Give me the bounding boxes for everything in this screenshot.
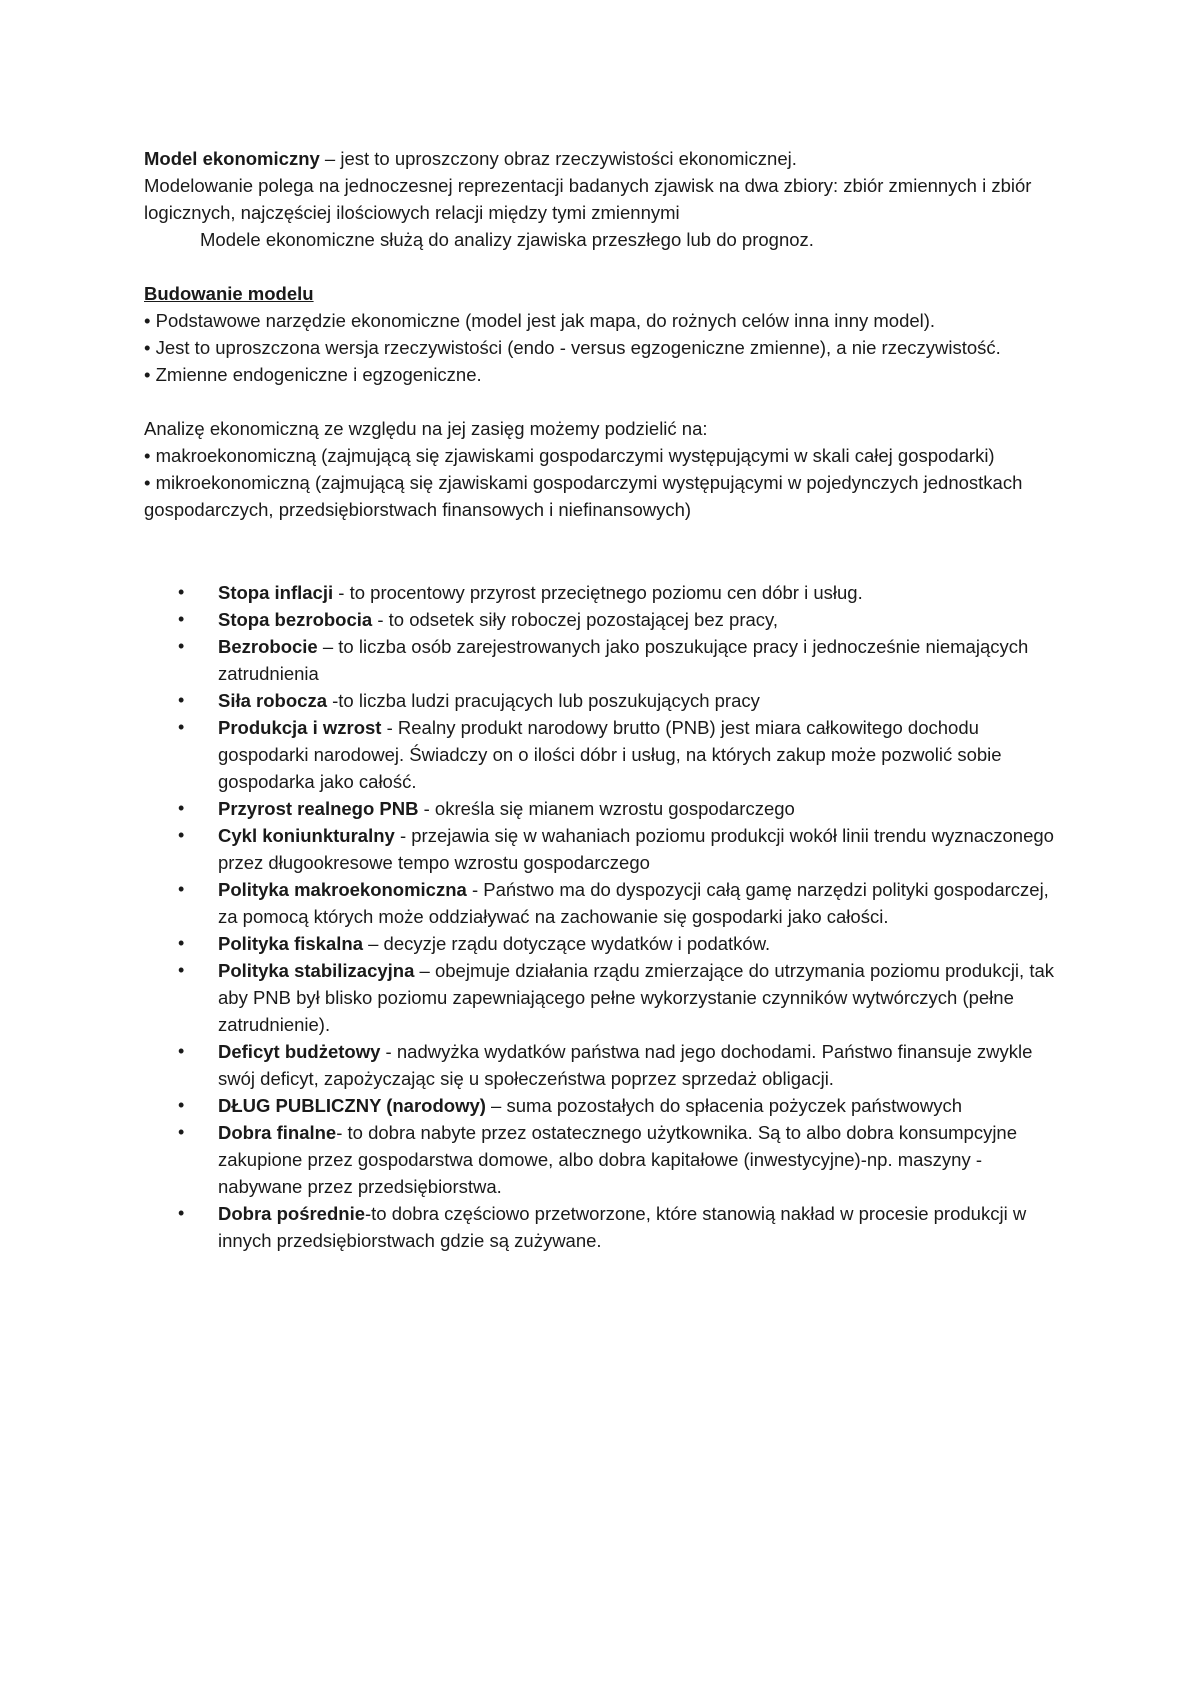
definition-item: [144, 1038, 1064, 1092]
definition-term: Deficyt budżetowy: [218, 1041, 381, 1062]
definition-item: [144, 1200, 1064, 1254]
definition-item: [144, 714, 1064, 795]
definition-item: [144, 876, 1064, 930]
definition-term: Dobra pośrednie: [218, 1203, 365, 1224]
definition-term: Bezrobocie: [218, 636, 318, 657]
definition-term: Przyrost realnego PNB: [218, 798, 419, 819]
bullet-icon: •: [178, 582, 185, 602]
definition-term: Polityka fiskalna: [218, 933, 363, 954]
bullet-icon: •: [178, 933, 185, 953]
definition-item: [144, 930, 1064, 957]
definition-item: [144, 579, 1064, 606]
definition-text: - to odsetek siły roboczej pozostającej bez pracy,: [372, 609, 779, 630]
bullet-icon: •: [178, 1122, 185, 1142]
bullet-icon: •: [178, 879, 185, 899]
definition-item: [144, 633, 1064, 687]
definition-text: - to dobra nabyte przez ostatecznego użytkownika. Są to albo dobra konsumpcyjne zakupione przez gospodarstwa domowe, albo dobra kapitałowe (inwestycyjne)-np. maszyny - nabywane przez przedsiębiorstwa.: [218, 1122, 1018, 1197]
bullet-icon: •: [178, 636, 185, 656]
document-content: [144, 145, 1064, 1254]
definition-item: [144, 687, 1064, 714]
building-item: • Podstawowe narzędzie ekonomiczne (model jest jak mapa, do rożnych celów inna inny model).: [144, 310, 936, 331]
definition-term: Stopa bezrobocia: [218, 609, 373, 630]
definition-text: - Realny produkt narodowy brutto (PNB) jest miara całkowitego dochodu gospodarki narodowej. Świadczy on o ilości dóbr i usług, na których zakup może pozwolić sobie gospodarka jako całość.: [218, 717, 1002, 792]
spacer: [144, 523, 1064, 579]
bullet-icon: •: [178, 1041, 185, 1061]
building-item: • Jest to uproszczona wersja rzeczywistości (endo - versus egzogeniczne zmienne), a nie rzeczywistość.: [144, 337, 1001, 358]
definition-term: Stopa inflacji: [218, 582, 334, 603]
intro-term: Model ekonomiczny: [144, 148, 320, 169]
bullet-icon: •: [178, 1203, 185, 1223]
bullet-icon: •: [178, 960, 185, 980]
definition-text: – decyzje rządu dotyczące wydatków i podatków.: [362, 933, 771, 954]
definition-text: - Państwo ma do dyspozycji całą gamę narzędzi polityki gospodarczej, za pomocą których może oddziaływać na zachowanie się gospodarki jako całości.: [218, 879, 1049, 927]
definition-item: [144, 1092, 1064, 1119]
spacer: [144, 388, 1064, 415]
definition-text: - nadwyżka wydatków państwa nad jego dochodami. Państwo finansuje zwykle swój deficyt, zapożyczając się u społeczeństwa poprzez sprzedaż obligacji.: [218, 1041, 1033, 1089]
bullet-icon: •: [178, 798, 185, 818]
definition-text: – to liczba osób zarejestrowanych jako poszukujące pracy i jednocześnie niemających zatrudnienia: [218, 636, 1029, 684]
intro-line-3: Modele ekonomiczne służą do analizy zjawiska przeszłego lub do prognoz.: [200, 229, 814, 250]
definition-term: Cykl koniunkturalny: [218, 825, 395, 846]
definition-term: Siła robocza: [218, 690, 327, 711]
definition-term: Dobra finalne: [218, 1122, 337, 1143]
definition-text: -to dobra częściowo przetworzone, które stanowią nakład w procesie produkcji w innych przedsiębiorstwach gdzie są zużywane.: [218, 1203, 1027, 1251]
definition-item: [144, 606, 1064, 633]
definition-term: Polityka makroekonomiczna: [218, 879, 467, 900]
definition-text: - określa się mianem wzrostu gospodarczego: [418, 798, 795, 819]
definition-text: -to liczba ludzi pracujących lub poszukujących pracy: [326, 690, 760, 711]
definition-term: Produkcja i wzrost: [218, 717, 382, 738]
definition-term: Polityka stabilizacyjna: [218, 960, 415, 981]
bullet-icon: •: [178, 717, 185, 737]
analysis-intro: Analizę ekonomiczną ze względu na jej zasięg możemy podzielić na:: [144, 418, 708, 439]
definition-text: - to procentowy przyrost przeciętnego poziomu cen dóbr i usług.: [333, 582, 863, 603]
analysis-item: • makroekonomiczną (zajmującą się zjawiskami gospodarczymi występującymi w skali całej gospodarki): [144, 445, 995, 466]
bullet-icon: •: [178, 609, 185, 629]
definition-item: [144, 822, 1064, 876]
definition-item: [144, 957, 1064, 1038]
intro-line-1: [144, 145, 1064, 172]
intro-line-2: Modelowanie polega na jednoczesnej reprezentacji badanych zjawisk na dwa zbiory: zbiór zmiennych i zbiór logicznych, najczęściej ilościowych relacji między tymi zmiennymi: [144, 175, 1032, 223]
definition-item: [144, 1119, 1064, 1200]
definition-text: – obejmuje działania rządu zmierzające do utrzymania poziomu produkcji, tak aby PNB był blisko poziomu zapewniającego pełne wykorzystanie czynników wytwórczych (pełne zatrudnienie).: [218, 960, 1055, 1035]
bullet-icon: •: [178, 1095, 185, 1115]
definition-text: – suma pozostałych do spłacenia pożyczek państwowych: [485, 1095, 963, 1116]
definitions-list: [144, 579, 1064, 1254]
bullet-icon: •: [178, 825, 185, 845]
intro-definition: – jest to uproszczony obraz rzeczywistości ekonomicznej.: [319, 148, 797, 169]
spacer: [144, 253, 1064, 280]
definition-text: - przejawia się w wahaniach poziomu produkcji wokół linii trendu wyznaczonego przez długookresowe tempo wzrostu gospodarczego: [218, 825, 1054, 873]
analysis-item: • mikroekonomiczną (zajmującą się zjawiskami gospodarczymi występującymi w pojedynczych jednostkach gospodarczych, przedsiębiorstwach finansowych i niefinansowych): [144, 472, 1023, 520]
building-item: • Zmienne endogeniczne i egzogeniczne.: [144, 364, 482, 385]
definition-item: [144, 795, 1064, 822]
bullet-icon: •: [178, 690, 185, 710]
building-heading: Budowanie modelu: [144, 283, 314, 304]
definition-term: DŁUG PUBLICZNY (narodowy): [218, 1095, 486, 1116]
